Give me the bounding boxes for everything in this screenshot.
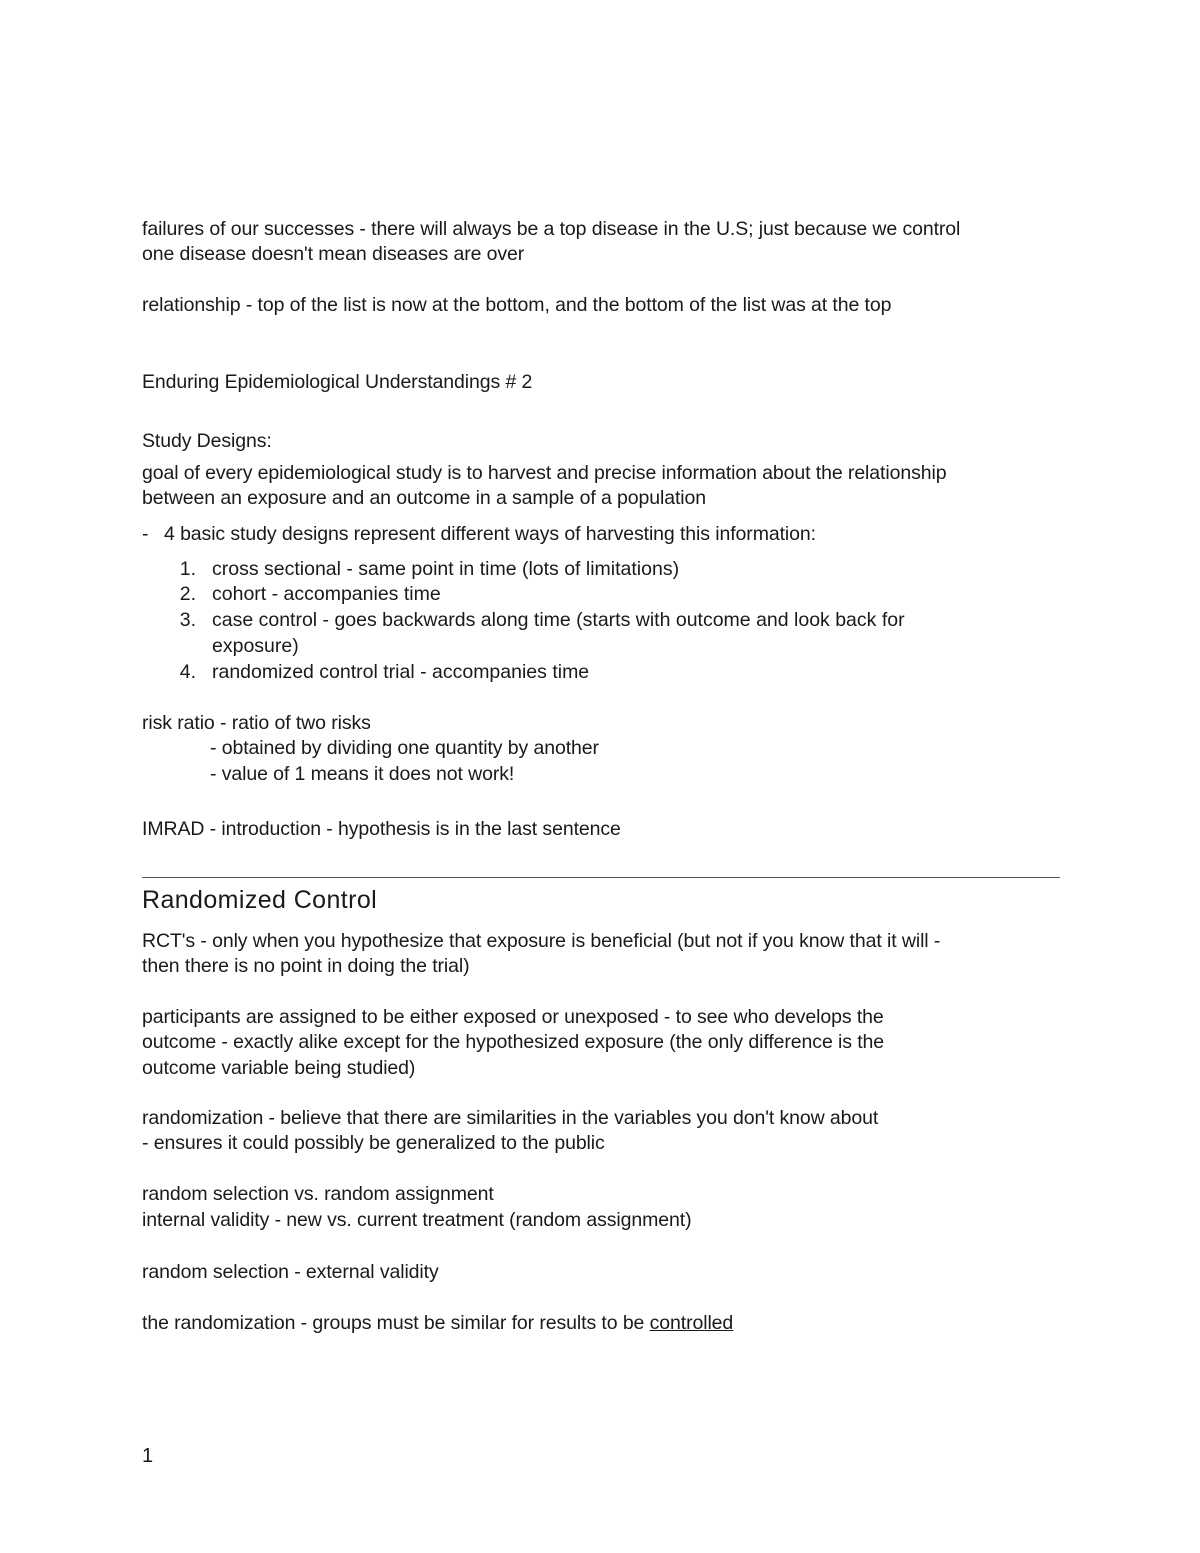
list-item-number: 2. xyxy=(179,583,196,605)
horizontal-divider xyxy=(142,877,1060,878)
final-line xyxy=(142,1310,733,1336)
list-item-number: 4. xyxy=(179,661,196,683)
goal-line-1: goal of every epidemiological study is to harvest and precise information about the relationship xyxy=(142,462,947,484)
participants-line-2: outcome - exactly alike except for the hypothesized exposure (the only difference is the xyxy=(142,1031,885,1053)
relationship-line: relationship - top of the list is now at the bottom, and the bottom of the list was at the top xyxy=(142,294,892,316)
rcts-line-1: RCT's - only when you hypothesize that exposure is beneficial (but not if you know that it will - xyxy=(142,930,941,952)
selection-vs-assignment-line: random selection vs. random assignment xyxy=(142,1183,494,1205)
bullet-marker: - xyxy=(142,523,149,545)
risk-ratio-sub-1: - obtained by dividing one quantity by another xyxy=(210,737,599,759)
failures-line-2: one disease doesn't mean diseases are over xyxy=(142,243,525,265)
list-item: case control - goes backwards along time (starts with outcome and look back for xyxy=(212,609,905,631)
participants-line-1: participants are assigned to be either exposed or unexposed - to see who develops the xyxy=(142,1006,884,1028)
risk-ratio-line: risk ratio - ratio of two risks xyxy=(142,712,371,734)
list-item: cross sectional - same point in time (lots of limitations) xyxy=(212,558,680,580)
list-item-number: 1. xyxy=(179,558,196,580)
randomization-line-1: randomization - believe that there are similarities in the variables you don't know about xyxy=(142,1107,879,1129)
page-number: 1 xyxy=(142,1445,154,1467)
goal-line-2: between an exposure and an outcome in a sample of a population xyxy=(142,487,707,509)
internal-validity-line: internal validity - new vs. current treatment (random assignment) xyxy=(142,1209,692,1231)
section-title: Enduring Epidemiological Understandings # 2 xyxy=(142,371,533,393)
bullet-text: 4 basic study designs represent different ways of harvesting this information: xyxy=(164,523,816,545)
imrad-line: IMRAD - introduction - hypothesis is in the last sentence xyxy=(142,818,621,840)
rcts-line-2: then there is no point in doing the trial) xyxy=(142,955,470,977)
list-item: cohort - accompanies time xyxy=(212,583,441,605)
final-line-text: the randomization - groups must be similar for results to be xyxy=(142,1312,650,1334)
external-validity-line: random selection - external validity xyxy=(142,1261,439,1283)
randomization-line-2: - ensures it could possibly be generalized to the public xyxy=(142,1132,605,1154)
rct-heading: Randomized Control xyxy=(142,886,378,914)
risk-ratio-sub-2: - value of 1 means it does not work! xyxy=(210,763,515,785)
list-item-continuation: exposure) xyxy=(212,635,299,657)
study-designs-label: Study Designs: xyxy=(142,430,272,452)
underlined-word: controlled xyxy=(649,1312,734,1334)
failures-line-1: failures of our successes - there will always be a top disease in the U.S; just because we control xyxy=(142,218,961,240)
participants-line-3: outcome variable being studied) xyxy=(142,1057,416,1079)
list-item: randomized control trial - accompanies time xyxy=(212,661,590,683)
list-item-number: 3. xyxy=(179,609,196,631)
